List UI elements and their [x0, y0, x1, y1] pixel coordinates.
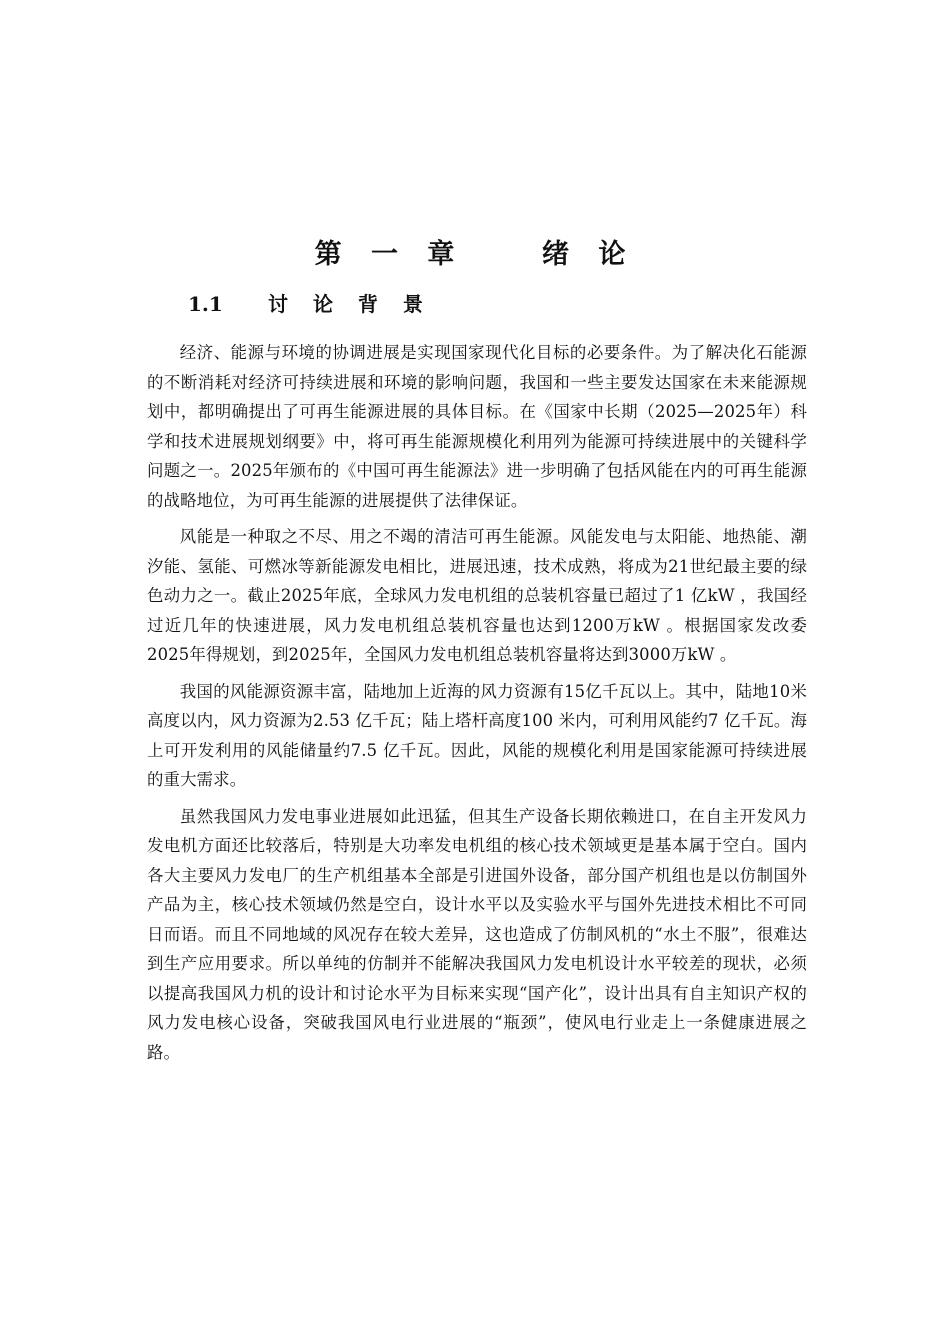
section-number: 1.1	[188, 292, 223, 316]
section-title: 讨 论 背 景	[268, 292, 432, 316]
paragraph-2: 风能是一种取之不尽、用之不竭的清洁可再生能源。风能发电与太阳能、地热能、潮汐能、氢能、可燃冰等新能源发电相比，进展迅速，技术成熟，将成为21世纪最主要的绿色动力之一。截止2025年底，全球风力发电机组的总装机容量已超过了1 亿kW ，我国经过近几年的快速进展，风力发电机组总装机容量也达到1200万kW 。根据国家发改委2025年得规划，到2025年，全国风力发电机组总装机容量将达到3000万kW 。	[147, 527, 807, 664]
chapter-title: 第 一 章 绪 论	[314, 239, 636, 270]
section-heading	[188, 288, 432, 317]
paragraph-4: 虽然我国风力发电事业进展如此迅猛，但其生产设备长期依赖进口，在自主开发风力发电机方面还比较落后，特别是大功率发电机组的核心技术领域更是基本属于空白。国内各大主要风力发电厂的生产机组基本全部是引进国外设备，部分国产机组也是以仿制国外产品为主，核心技术领域仍然是空白，设计水平以及实验水平与国外先进技术相比不可同日而语。而且不同地域的风况存在较大差异，这也造成了仿制风机的“水土不服”，很难达到生产应用要求。所以单纯的仿制并不能解决我国风力发电机设计水平较差的现状，必须以提高我国风力机的设计和讨论水平为目标来实现“国产化”，设计出具有自主知识产权的风力发电核心设备，突破我国风电行业进展的“瓶颈”，使风电行业走上一条健康进展之路。	[147, 806, 807, 1062]
paragraph-1: 经济、能源与环境的协调进展是实现国家现代化目标的必要条件。为了解决化石能源的不断消耗对经济可持续进展和环境的影响问题，我国和一些主要发达国家在未来能源规划中，都明确提出了可再生能源进展的具体目标。在《国家中长期（2025—2025年）科学和技术进展规划纲要》中，将可再生能源规模化利用列为能源可持续进展中的关键科学问题之一。2025年颁布的《中国可再生能源法》进一步明确了包括风能在内的可再生能源的战略地位，为可再生能源的进展提供了法律保证。	[147, 343, 807, 510]
paragraph-3: 我国的风能源资源丰富，陆地加上近海的风力资源有15亿千瓦以上。其中，陆地10米高度以内，风力资源为2.53 亿千瓦；陆上塔杆高度100 米内，可利用风能约7 亿千瓦。海上可开发利用的风能储量约7.5 亿千瓦。因此，风能的规模化利用是国家能源可持续进展的重大需求。	[147, 681, 807, 789]
body-text	[147, 338, 807, 1074]
